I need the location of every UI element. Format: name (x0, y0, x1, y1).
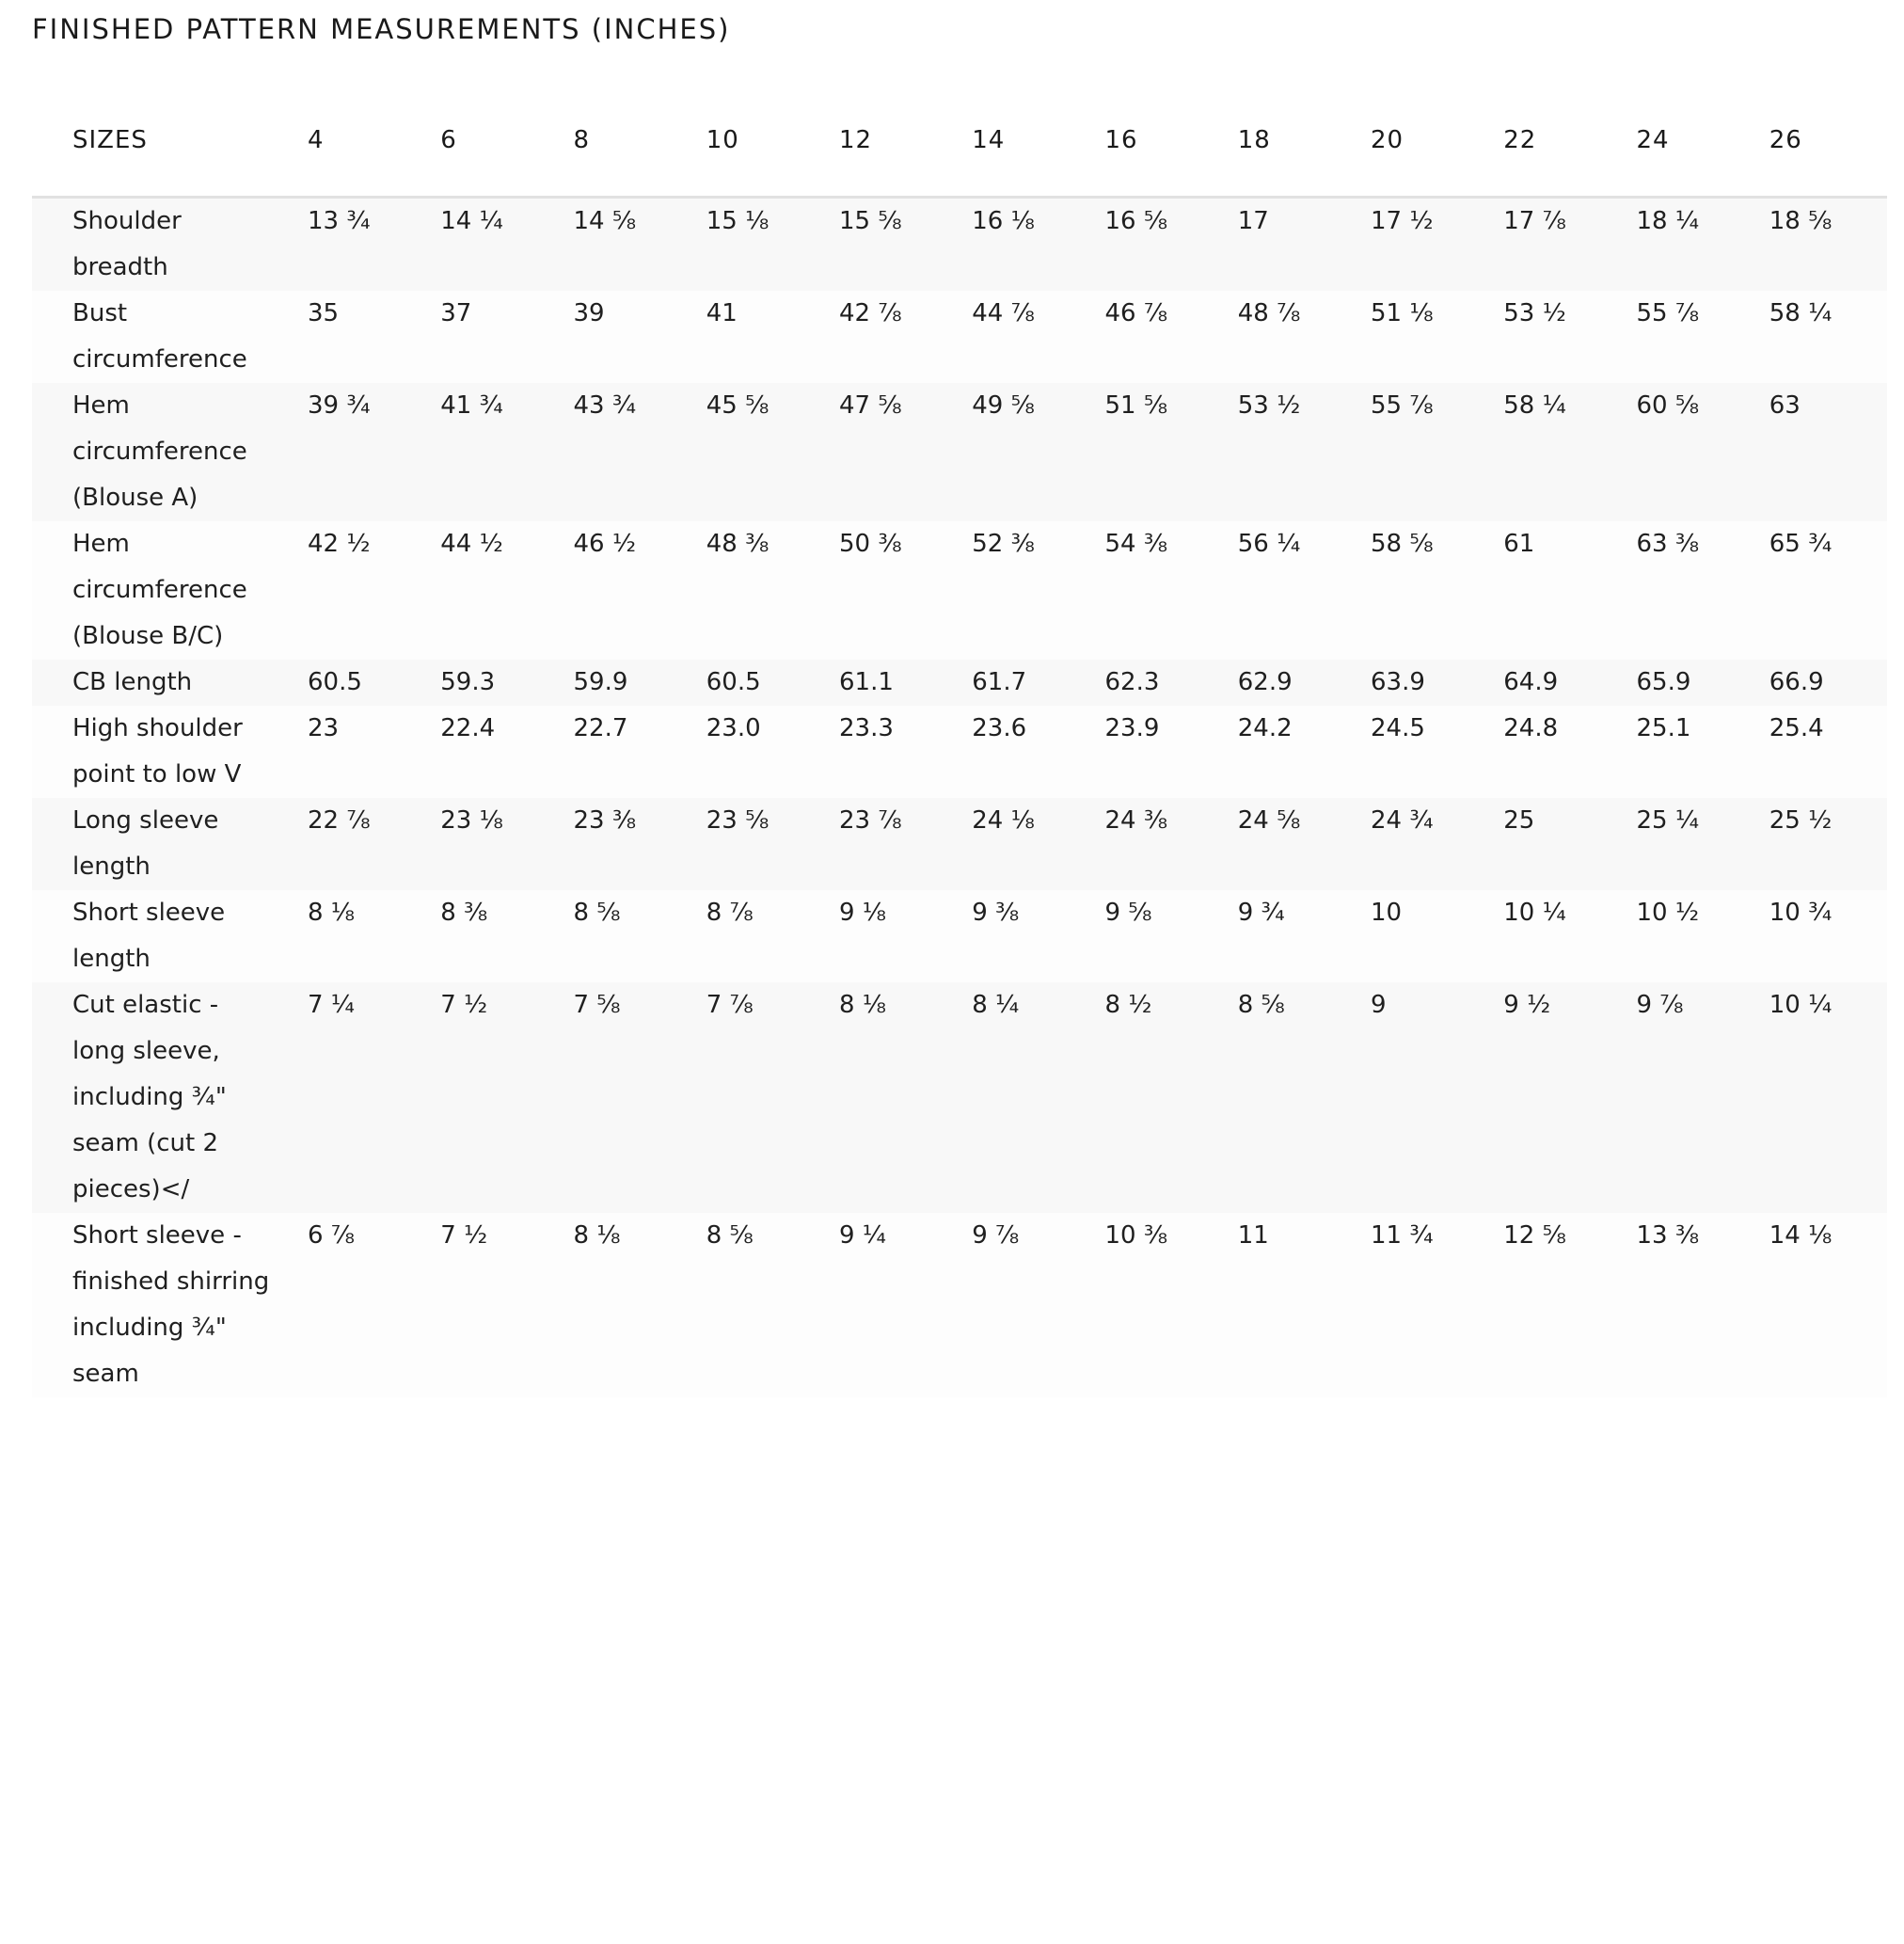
measurement-cell: 14 ¼ (425, 198, 558, 292)
measurement-cell: 8 ⅝ (691, 1213, 824, 1397)
measurement-cell: 6 ⅞ (293, 1213, 425, 1397)
measurement-cell: 65.9 (1622, 660, 1754, 706)
measurement-cell: 7 ⅞ (691, 982, 824, 1213)
size-header-8: 8 (559, 85, 691, 198)
table-row (32, 383, 1887, 521)
measurement-cell: 14 ⅝ (559, 198, 691, 292)
measurement-cell: 23 ⅜ (559, 798, 691, 890)
measurement-cell: 55 ⅞ (1356, 383, 1488, 521)
measurement-cell: 23 ⅞ (824, 798, 957, 890)
measurement-cell: 61.7 (957, 660, 1089, 706)
measurement-cell: 46 ½ (559, 521, 691, 660)
measurement-cell: 60 ⅝ (1622, 383, 1754, 521)
measurement-cell: 9 ⅛ (824, 890, 957, 982)
measurement-cell: 13 ¾ (293, 198, 425, 292)
measurement-cell: 23.9 (1090, 706, 1223, 798)
measurement-cell: 44 ⅞ (957, 291, 1089, 383)
row-label: Bust circumference (32, 291, 293, 383)
row-label: High shoulder point to low V (32, 706, 293, 798)
row-label: Hem circumference (Blouse B/C) (32, 521, 293, 660)
measurement-cell: 35 (293, 291, 425, 383)
measurement-cell: 42 ½ (293, 521, 425, 660)
measurement-cell: 8 ⅛ (824, 982, 957, 1213)
size-header-12: 12 (824, 85, 957, 198)
measurement-cell: 13 ⅜ (1622, 1213, 1754, 1397)
measurement-cell: 58 ⅝ (1356, 521, 1488, 660)
table-header (32, 85, 1887, 198)
measurement-cell: 53 ½ (1223, 383, 1356, 521)
measurement-cell: 15 ⅛ (691, 198, 824, 292)
size-header-6: 6 (425, 85, 558, 198)
table-row (32, 798, 1887, 890)
measurement-cell: 24.8 (1488, 706, 1621, 798)
measurement-cell: 66.9 (1754, 660, 1887, 706)
header-row (32, 85, 1887, 198)
measurement-cell: 14 ⅛ (1754, 1213, 1887, 1397)
measurement-cell: 24 ⅝ (1223, 798, 1356, 890)
table-row (32, 291, 1887, 383)
measurements-table (32, 85, 1887, 1397)
measurement-cell: 23.0 (691, 706, 824, 798)
measurement-cell: 24 ¾ (1356, 798, 1488, 890)
size-header-20: 20 (1356, 85, 1488, 198)
measurement-cell: 62.3 (1090, 660, 1223, 706)
size-header-4: 4 (293, 85, 425, 198)
measurement-cell: 24.5 (1356, 706, 1488, 798)
measurement-cell: 42 ⅞ (824, 291, 957, 383)
measurement-cell: 23.6 (957, 706, 1089, 798)
size-header-26: 26 (1754, 85, 1887, 198)
size-header-24: 24 (1622, 85, 1754, 198)
measurement-cell: 41 ¾ (425, 383, 558, 521)
size-header-22: 22 (1488, 85, 1621, 198)
measurement-cell: 8 ⅞ (691, 890, 824, 982)
size-header-18: 18 (1223, 85, 1356, 198)
measurement-cell: 17 ½ (1356, 198, 1488, 292)
measurement-cell: 51 ⅛ (1356, 291, 1488, 383)
measurement-cell: 22 ⅞ (293, 798, 425, 890)
table-row (32, 198, 1887, 292)
measurement-cell: 10 (1356, 890, 1488, 982)
row-label: Short sleeve - finished shirring including ¾" seam (32, 1213, 293, 1397)
measurement-cell: 11 ¾ (1356, 1213, 1488, 1397)
measurement-cell: 63 ⅜ (1622, 521, 1754, 660)
measurement-cell: 17 (1223, 198, 1356, 292)
measurement-cell: 41 (691, 291, 824, 383)
measurement-cell: 23.3 (824, 706, 957, 798)
table-row (32, 521, 1887, 660)
measurement-cell: 23 ⅝ (691, 798, 824, 890)
measurement-cell: 51 ⅝ (1090, 383, 1223, 521)
measurement-cell: 10 ⅜ (1090, 1213, 1223, 1397)
measurement-cell: 59.3 (425, 660, 558, 706)
measurement-cell: 7 ½ (425, 982, 558, 1213)
row-label: Shoulder breadth (32, 198, 293, 292)
measurement-cell: 8 ⅜ (425, 890, 558, 982)
measurement-cell: 62.9 (1223, 660, 1356, 706)
measurement-cell: 10 ¼ (1754, 982, 1887, 1213)
table-row (32, 982, 1887, 1213)
measurement-cell: 12 ⅝ (1488, 1213, 1621, 1397)
measurement-cell: 45 ⅝ (691, 383, 824, 521)
table-row (32, 1213, 1887, 1397)
measurement-cell: 10 ¼ (1488, 890, 1621, 982)
measurement-cell: 24.2 (1223, 706, 1356, 798)
measurement-cell: 39 ¾ (293, 383, 425, 521)
measurement-cell: 8 ⅝ (1223, 982, 1356, 1213)
measurement-cell: 63.9 (1356, 660, 1488, 706)
table-row (32, 890, 1887, 982)
measurement-cell: 43 ¾ (559, 383, 691, 521)
measurement-cell: 54 ⅜ (1090, 521, 1223, 660)
measurement-cell: 15 ⅝ (824, 198, 957, 292)
measurement-cell: 50 ⅜ (824, 521, 957, 660)
table-row (32, 660, 1887, 706)
row-label: Long sleeve length (32, 798, 293, 890)
measurement-cell: 9 ¾ (1223, 890, 1356, 982)
measurement-cell: 7 ⅝ (559, 982, 691, 1213)
size-header-10: 10 (691, 85, 824, 198)
measurement-cell: 18 ⅝ (1754, 198, 1887, 292)
measurement-cell: 9 ½ (1488, 982, 1621, 1213)
measurement-cell: 61 (1488, 521, 1621, 660)
measurement-cell: 7 ¼ (293, 982, 425, 1213)
measurement-cell: 37 (425, 291, 558, 383)
measurement-cell: 24 ⅜ (1090, 798, 1223, 890)
measurement-cell: 25 ¼ (1622, 798, 1754, 890)
row-label: Hem circumference (Blouse A) (32, 383, 293, 521)
measurement-cell: 58 ¼ (1488, 383, 1621, 521)
size-header-14: 14 (957, 85, 1089, 198)
measurement-cell: 60.5 (293, 660, 425, 706)
measurement-cell: 9 ¼ (824, 1213, 957, 1397)
measurement-cell: 55 ⅞ (1622, 291, 1754, 383)
measurement-cell: 59.9 (559, 660, 691, 706)
measurement-cell: 64.9 (1488, 660, 1621, 706)
measurement-cell: 16 ⅝ (1090, 198, 1223, 292)
measurement-cell: 9 ⅞ (1622, 982, 1754, 1213)
measurement-cell: 11 (1223, 1213, 1356, 1397)
measurement-cell: 23 (293, 706, 425, 798)
measurement-cell: 22.7 (559, 706, 691, 798)
measurement-cell: 65 ¾ (1754, 521, 1887, 660)
measurement-cell: 48 ⅞ (1223, 291, 1356, 383)
table-body (32, 198, 1887, 1398)
measurement-cell: 46 ⅞ (1090, 291, 1223, 383)
measurement-cell: 16 ⅛ (957, 198, 1089, 292)
measurement-cell: 58 ¼ (1754, 291, 1887, 383)
measurement-cell: 25.4 (1754, 706, 1887, 798)
measurement-cell: 8 ¼ (957, 982, 1089, 1213)
measurement-cell: 24 ⅛ (957, 798, 1089, 890)
measurement-cell: 18 ¼ (1622, 198, 1754, 292)
size-header-16: 16 (1090, 85, 1223, 198)
measurement-cell: 9 ⅜ (957, 890, 1089, 982)
measurement-cell: 39 (559, 291, 691, 383)
measurement-cell: 9 (1356, 982, 1488, 1213)
measurement-cell: 10 ½ (1622, 890, 1754, 982)
measurement-cell: 23 ⅛ (425, 798, 558, 890)
measurement-cell: 25 (1488, 798, 1621, 890)
measurement-cell: 7 ½ (425, 1213, 558, 1397)
measurement-cell: 56 ¼ (1223, 521, 1356, 660)
row-label: Cut elastic - long sleeve, including ¾" seam (cut 2 pieces)</ (32, 982, 293, 1213)
measurement-cell: 8 ⅝ (559, 890, 691, 982)
measurement-cell: 8 ⅛ (293, 890, 425, 982)
measurement-cell: 60.5 (691, 660, 824, 706)
measurement-cell: 8 ½ (1090, 982, 1223, 1213)
page-title: FINISHED PATTERN MEASUREMENTS (INCHES) (32, 13, 731, 45)
measurement-cell: 44 ½ (425, 521, 558, 660)
table-row (32, 706, 1887, 798)
measurement-cell: 10 ¾ (1754, 890, 1887, 982)
measurement-cell: 8 ⅛ (559, 1213, 691, 1397)
measurement-cell: 53 ½ (1488, 291, 1621, 383)
measurement-cell: 22.4 (425, 706, 558, 798)
measurement-cell: 25 ½ (1754, 798, 1887, 890)
measurement-cell: 52 ⅜ (957, 521, 1089, 660)
measurement-cell: 9 ⅝ (1090, 890, 1223, 982)
row-label: Short sleeve length (32, 890, 293, 982)
row-label: CB length (32, 660, 293, 706)
measurement-cell: 63 (1754, 383, 1887, 521)
measurement-cell: 61.1 (824, 660, 957, 706)
measurement-cell: 47 ⅝ (824, 383, 957, 521)
measurement-cell: 9 ⅞ (957, 1213, 1089, 1397)
measurement-cell: 48 ⅜ (691, 521, 824, 660)
measurement-cell: 17 ⅞ (1488, 198, 1621, 292)
sizes-header-label: SIZES (32, 85, 293, 198)
measurement-cell: 25.1 (1622, 706, 1754, 798)
measurement-cell: 49 ⅝ (957, 383, 1089, 521)
